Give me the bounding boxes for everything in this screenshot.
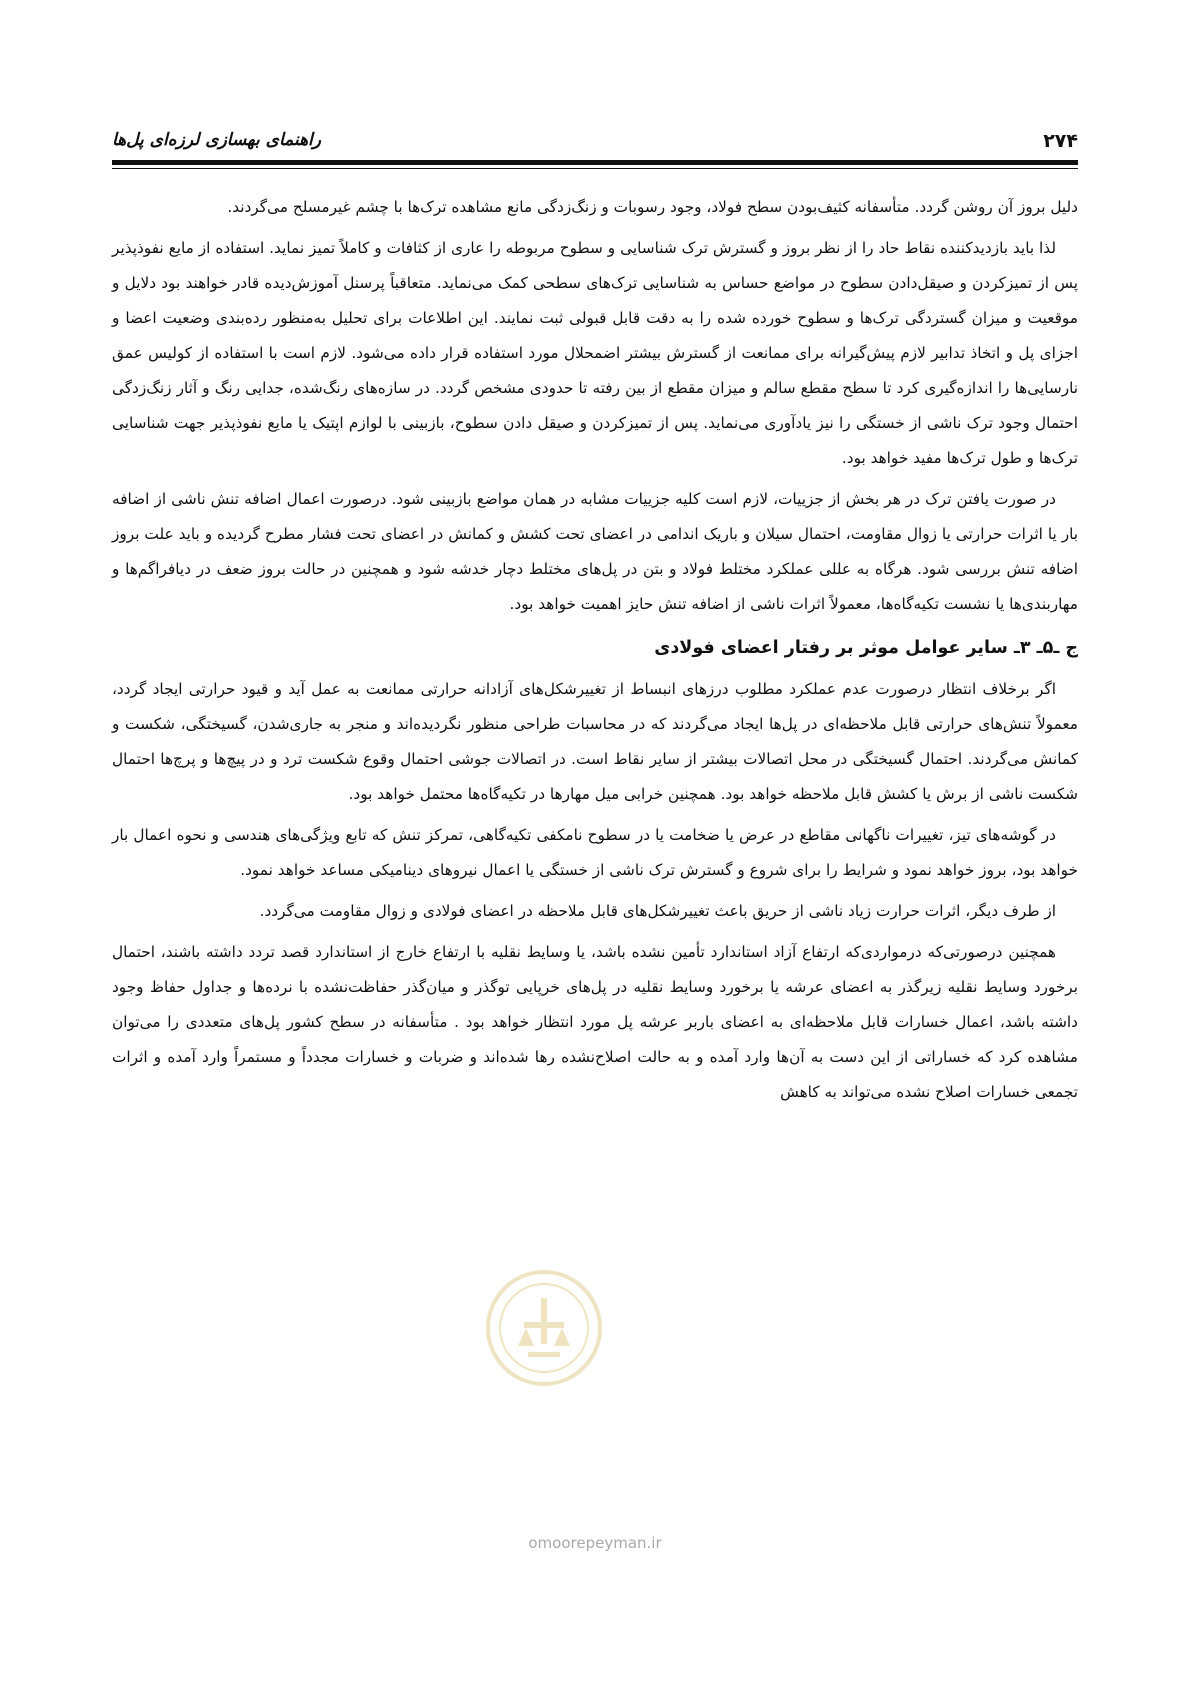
page-header	[112, 120, 1078, 160]
page-number: ۲۷۴	[1043, 130, 1078, 152]
paragraph: در گوشه‌های تیز، تغییرات ناگهانی مقاطع در عرض یا ضخامت یا در سطوح نامکفی تکیه‌گاهی، تمرکز تنش که تابع ویژگی‌های هندسی و نحوه اعمال بار خواهد بود، بروز خواهد نمود و شرایط را برای شروع و گسترش ترک ناشی از خستگی یا اعمال نیروهای دینامیکی مساعد خواهد نمود.	[112, 826, 1078, 879]
paragraph: لذا باید بازدیدکننده نقاط حاد را از نظر بروز و گسترش ترک شناسایی و سطوح مربوطه را عاری از کثافات و کاملاً تمیز نماید. استفاده از مایع نفوذپذیر پس از تمیزکردن و صیقل‌دادن سطوح در مواضع حساس به شناسایی ترک‌های سطحی کمک می‌نماید. متعاقباً پرسنل آموزش‌دیده قادر خواهند بود دلایل و موقعیت و میزان گستردگی ترک‌ها و سطوح خورده شده را به دقت قابل قبولی ثبت نمایند. این اطلاعات برای تحلیل به‌منظور رده‌بندی وضعیت اعضا و اجزای پل و اتخاذ تدابیر لازم پیش‌گیرانه برای ممانعت از گسترش بیشتر اضمحلال مورد استفاده قرار داده می‌شود. لازم است با استفاده از کولیس عمق نارسایی‌ها را اندازه‌گیری کرد تا سطح مقطع سالم و میزان مقطع از بین رفته تا حدودی مشخص گردد. در سازه‌های رنگ‌شده، جدایی رنگ و آثار زنگ‌زدگی احتمال وجود ترک ناشی از خستگی را نیز یادآوری می‌نماید. پس از تمیزکردن و صیقل دادن سطوح، بازبینی با لوازم اپتیک یا مایع نفوذپذیر جهت شناسایی ترک‌ها و طول ترک‌ها مفید خواهد بود.	[112, 239, 1078, 467]
page-body	[112, 190, 1078, 1116]
paragraph: در صورت یافتن ترک در هر بخش از جزییات، لازم است کلیه جزییات مشابه در همان مواضع بازبینی شود. درصورت اعمال اضافه تنش ناشی از اضافه بار یا اثرات حرارتی یا زوال مقاومت، احتمال سیلان و باریک اندامی در اعضای تحت کشش و کمانش در اعضای تحت فشار مطرح گردیده و باید علت بروز اضافه تنش بررسی شود. هرگاه به عللی عملکرد مختلط فولاد و بتن در پل‌های مختلط دچار خدشه شود و همچنین در حالت بروز ضعف در دیافراگم‌ها و مهاربندی‌ها یا نشست تکیه‌گاه‌ها، معمولاً اثرات ناشی از اضافه تنش حایز اهمیت خواهد بود.	[112, 490, 1078, 613]
paragraph: دلیل بروز آن روشن گردد. متأسفانه کثیف‌بودن سطح فولاد، وجود رسوبات و زنگ‌زدگی مانع مشاهده ترک‌ها با چشم غیرمسلح می‌گردند.	[227, 198, 1078, 216]
section-heading: ج ـ۵ـ ۳ـ سایر عوامل موثر بر رفتار اعضای فولادی	[654, 638, 1078, 658]
header-rule-thick	[112, 160, 1078, 165]
running-title: راهنمای بهسازی لرزه‌ای پل‌ها	[112, 130, 321, 150]
paragraph: همچنین درصورتی‌که درمواردی‌که ارتفاع آزاد استاندارد تأمین نشده باشد، یا وسایط نقلیه با ارتفاع خارج از استاندارد قصد تردد داشته باشند، احتمال برخورد وسایط نقلیه زیرگذر به اعضای عرشه یا برخورد وسایط نقلیه در پل‌های خرپایی توگذر و میان‌گذر حفاظت‌نشده با نرده‌ها و جداول حفاظ وجود داشته باشد، اعمال خسارات قابل ملاحظه‌ای به اعضای باربر عرشه پل مورد انتظار خواهد بود . متأسفانه در سطح کشور پل‌های متعددی را می‌توان مشاهده کرد که خساراتی از این دست به آن‌ها وارد آمده و به حالت اصلاح‌نشده رها شده‌اند و ضربات و خسارات مجدداً و مستمراً وارد آمده و اثرات تجمعی خسارات اصلاح نشده می‌تواند به کاهش	[112, 943, 1078, 1101]
watermark-logo	[484, 1268, 604, 1388]
header-rule-thin	[112, 168, 1078, 169]
paragraph: اگر برخلاف انتظار درصورت عدم عملکرد مطلوب درزهای انبساط از تغییرشکل‌های آزادانه حرارتی ممانعت به عمل آید و قیود حرارتی ایجاد گردد، معمولاً تنش‌های حرارتی قابل ملاحظه‌ای در پل‌ها ایجاد می‌گردند که در محاسبات طراحی منظور نگردیده‌اند و منجر به جاری‌شدن، گسیختگی، شکست و کمانش می‌گردند. احتمال گسیختگی در محل اتصالات بیشتر از سایر نقاط است. در اتصالات جوشی احتمال وقوع شکست ترد و در پیچ‌ها و پرچ‌ها احتمال شکست ناشی از برش یا کشش قابل ملاحظه خواهد بود. همچنین خرابی میل مهارها در تکیه‌گاه‌ها محتمل خواهد بود.	[112, 680, 1078, 803]
paragraph: از طرف دیگر، اثرات حرارت زیاد ناشی از حریق باعث تغییرشکل‌های قابل ملاحظه در اعضای فولادی و زوال مقاومت می‌گردد.	[259, 902, 1056, 920]
watermark-text: omoorepeyman.ir	[528, 1534, 662, 1552]
